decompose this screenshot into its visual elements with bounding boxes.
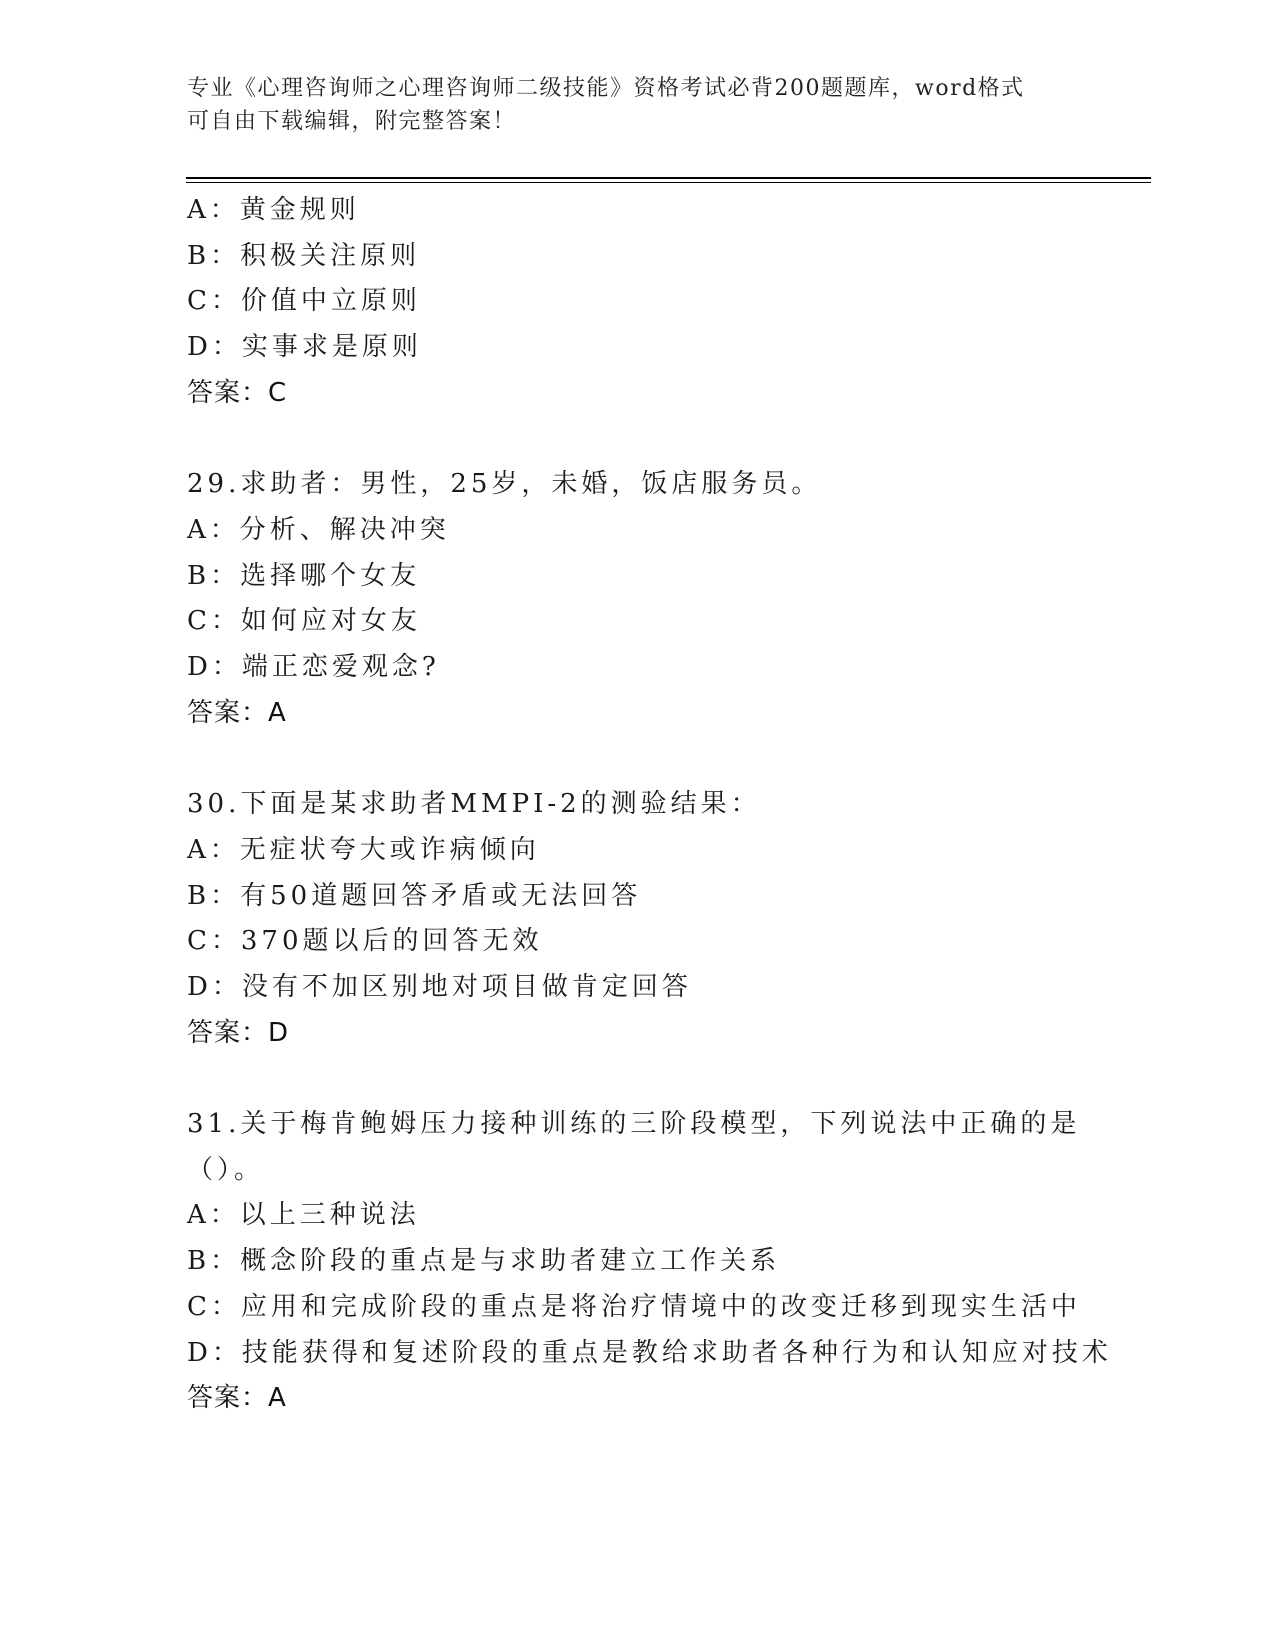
question-stem: 29.求助者：男性，25岁，未婚，饭店服务员。	[187, 469, 822, 500]
option-a: A：以上三种说法	[187, 1200, 420, 1231]
question-block	[187, 462, 1107, 736]
question-block	[187, 1102, 1112, 1422]
option-c: C：如何应对女友	[187, 606, 421, 637]
answer-line: 答案：A	[187, 1383, 287, 1414]
answer-line: 答案：D	[187, 1017, 290, 1048]
question-list	[187, 188, 1112, 1422]
answer-line: 答案：A	[187, 697, 287, 728]
header-line-2: 可自由下载编辑，附完整答案！	[187, 109, 517, 134]
question-block	[187, 782, 1107, 1056]
option-c: C：应用和完成阶段的重点是将治疗情境中的改变迁移到现实生活中	[187, 1291, 1081, 1322]
option-d: D：技能获得和复述阶段的重点是教给求助者各种行为和认知应对技术	[187, 1337, 1112, 1368]
header-divider-thin	[186, 182, 1151, 183]
option-b: B：积极关注原则	[187, 240, 421, 271]
document-header	[187, 72, 1087, 138]
question-stem: 31.关于梅肯鲍姆压力接种训练的三阶段模型，下列说法中正确的是（）。	[187, 1109, 1081, 1185]
spacer	[187, 417, 1107, 463]
option-a: A：分析、解决冲突	[187, 514, 450, 545]
option-c: C：370题以后的回答无效	[187, 926, 543, 957]
option-b: B：选择哪个女友	[187, 560, 421, 591]
option-a: A：黄金规则	[187, 195, 360, 225]
header-divider-thick	[186, 177, 1151, 179]
answer-line: 答案：C	[187, 377, 288, 408]
header-line-1: 专业《心理咨询师之心理咨询师二级技能》资格考试必背200题题库，word格式	[187, 76, 1025, 101]
option-d: D：实事求是原则	[187, 332, 422, 363]
option-b: B：概念阶段的重点是与求助者建立工作关系	[187, 1246, 781, 1277]
spacer	[187, 736, 1107, 782]
option-c: C：价值中立原则	[187, 286, 421, 317]
question-stem: 30.下面是某求助者MMPI-2的测验结果：	[187, 789, 761, 820]
spacer	[187, 1056, 1107, 1102]
option-d: D：没有不加区别地对项目做肯定回答	[187, 971, 692, 1002]
question-block	[187, 188, 1107, 417]
option-d: D：端正恋爱观念?	[187, 652, 440, 683]
option-b: B：有50道题回答矛盾或无法回答	[187, 880, 642, 911]
option-a: A：无症状夸大或诈病倾向	[187, 834, 540, 865]
